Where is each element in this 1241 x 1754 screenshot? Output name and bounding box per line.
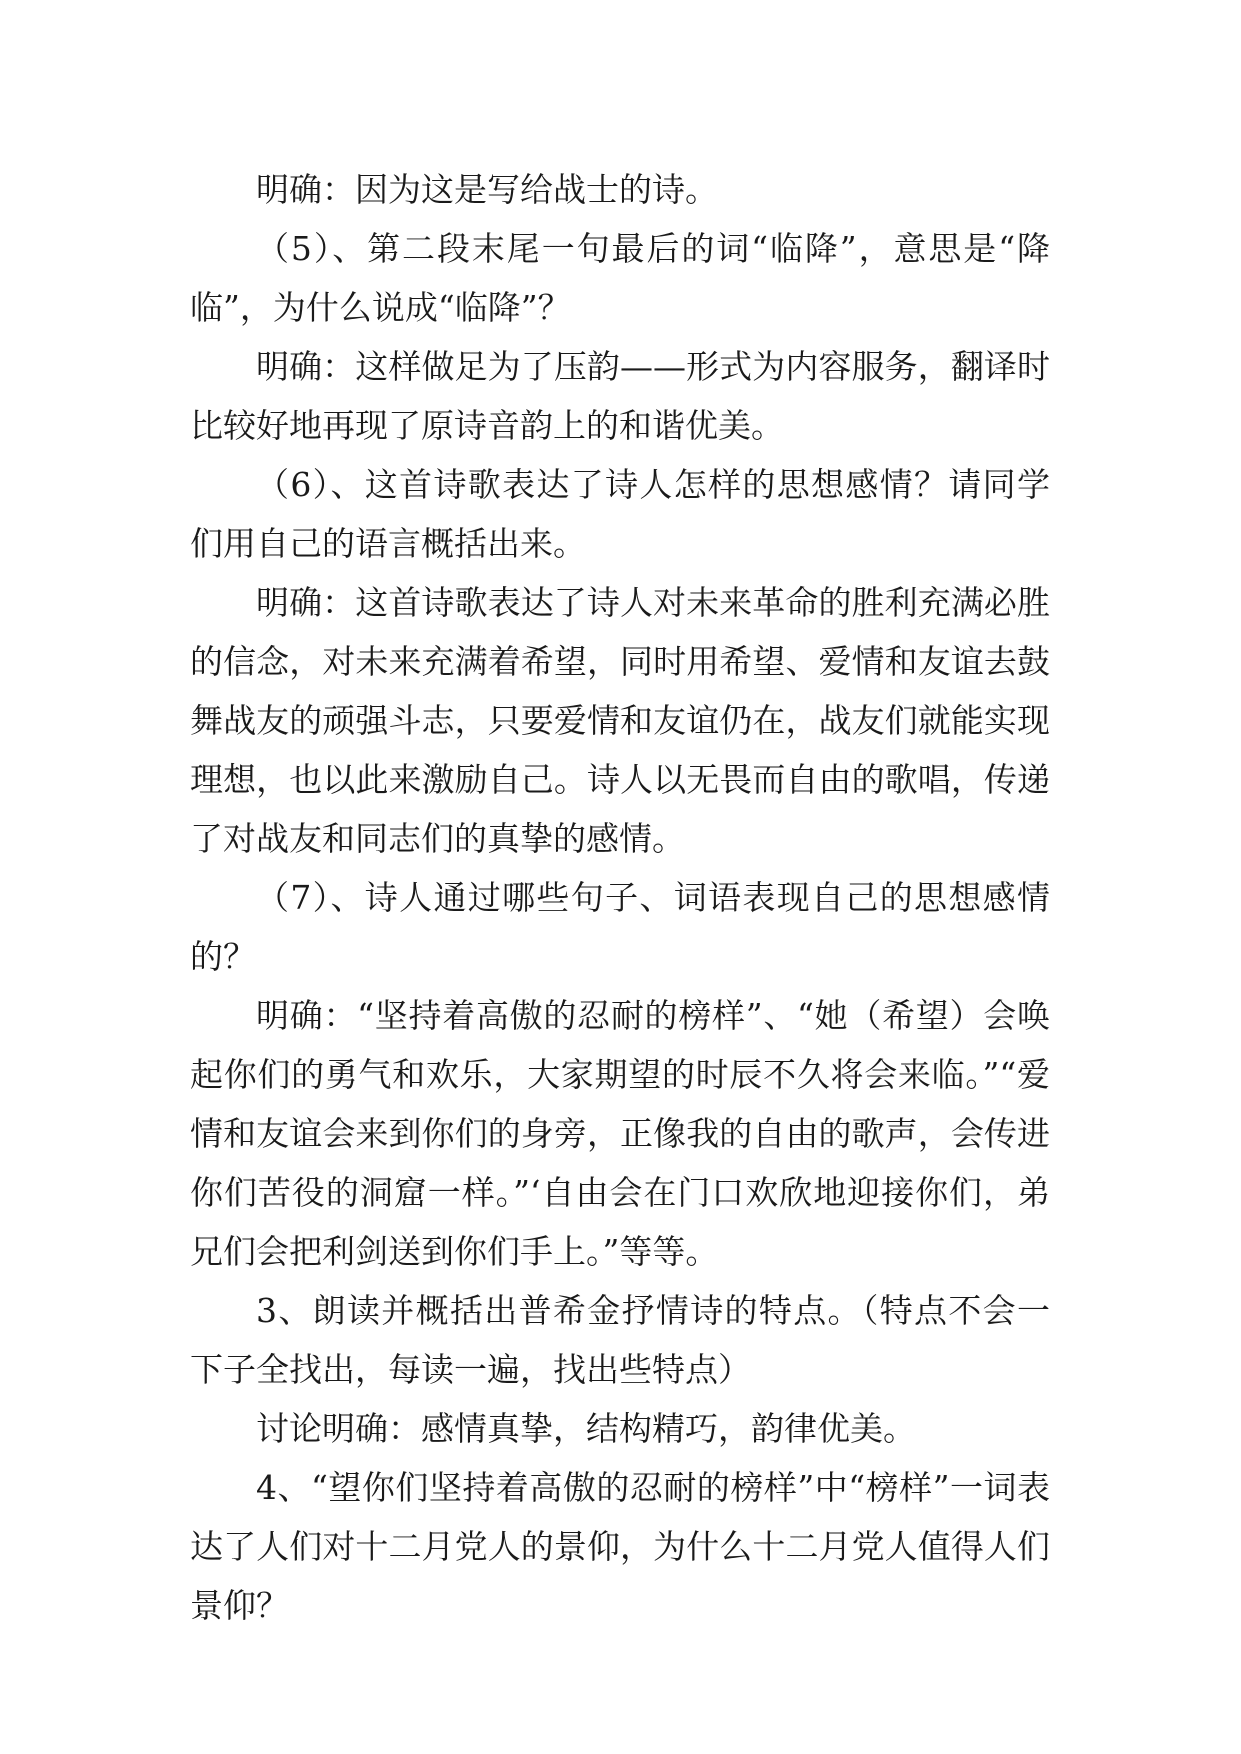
document-body (190, 160, 1050, 1635)
paragraph-question-6: （6）、这首诗歌表达了诗人怎样的思想感情？请同学们用自己的语言概括出来。 (190, 465, 1050, 563)
paragraph-answer-1: 明确：因为这是写给战士的诗。 (256, 170, 718, 209)
paragraph-question-5: （5）、第二段末尾一句最后的词“临降”，意思是“降临”，为什么说成“临降”？ (190, 229, 1050, 327)
paragraph-question-7: （7）、诗人通过哪些句子、词语表现自己的思想感情的？ (190, 878, 1050, 976)
paragraph-task-3: 3、朗读并概括出普希金抒情诗的特点。（特点不会一下子全找出，每读一遍，找出些特点） (190, 1291, 1050, 1389)
paragraph-answer-5: 明确：这样做足为了压韵——形式为内容服务，翻译时比较好地再现了原诗音韵上的和谐优美。 (190, 347, 1050, 445)
paragraph-task-4: 4、“望你们坚持着高傲的忍耐的榜样”中“榜样”一词表达了人们对十二月党人的景仰，为什么十二月党人值得人们景仰？ (190, 1468, 1050, 1625)
paragraph-discussion-answer: 讨论明确：感情真挚，结构精巧，韵律优美。 (256, 1409, 916, 1448)
paragraph-answer-6: 明确：这首诗歌表达了诗人对未来革命的胜利充满必胜的信念，对未来充满着希望，同时用希望、爱情和友谊去鼓舞战友的顽强斗志，只要爱情和友谊仍在，战友们就能实现理想，也以此来激励自己。诗人以无畏而自由的歌唱，传递了对战友和同志们的真挚的感情。 (190, 583, 1050, 858)
paragraph-answer-7: 明确：“坚持着高傲的忍耐的榜样”、“她（希望）会唤起你们的勇气和欢乐，大家期望的时辰不久将会来临。”“爱情和友谊会来到你们的身旁，正像我的自由的歌声，会传进你们苦役的洞窟一样。”‘自由会在门口欢欣地迎接你们，弟兄们会把利剑送到你们手上。”等等。 (190, 996, 1050, 1271)
